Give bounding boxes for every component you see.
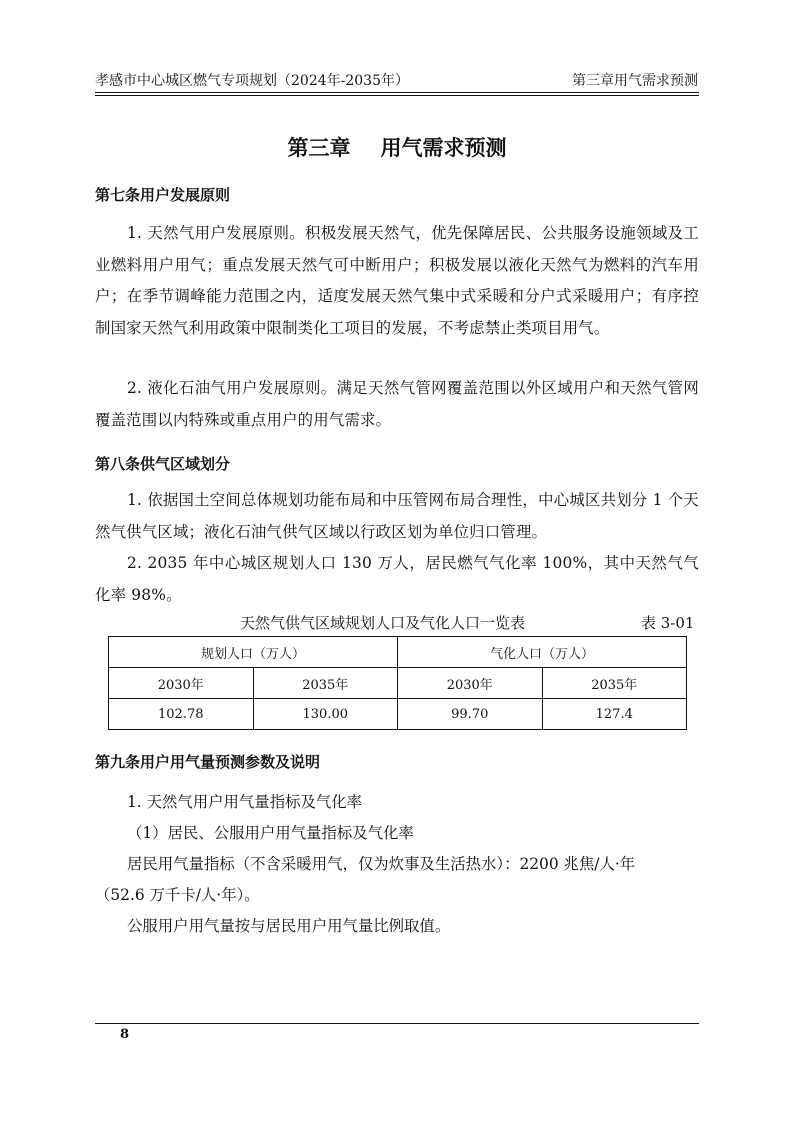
chapter-name: 用气需求预测	[380, 136, 507, 160]
table-header-gasified-population: 气化人口（万人）	[398, 637, 687, 668]
table-header-year: 2035年	[253, 668, 398, 699]
table-cell: 130.00	[253, 699, 398, 730]
header-rule-secondary	[95, 95, 699, 96]
table-row	[109, 699, 687, 730]
table-group-header-row	[109, 637, 687, 668]
article9-item-1-1: （1）居民、公服用户用气量指标及气化率	[127, 824, 414, 842]
document-title: 孝感市中心城区燃气专项规划（2024年-2035年）	[95, 73, 409, 89]
table-header-year: 2030年	[109, 668, 254, 699]
table-year-header-row	[109, 668, 687, 699]
article8-heading: 第八条供气区域划分	[95, 455, 231, 473]
article7-paragraph-2: 2. 液化石油气用户发展原则。满足天然气管网覆盖范围以外区域用户和天然气管网覆盖范围以内特殊或重点用户的用气需求。	[95, 379, 699, 429]
resident-indicator-line-2: （52.6 万千卡/人·年）。	[95, 886, 260, 904]
table-cell: 127.4	[542, 699, 687, 730]
header-rule	[95, 92, 699, 93]
table-number: 表 3-01	[641, 614, 695, 632]
resident-indicator-line-1: 居民用气量指标（不含采暖用气，仅为炊事及生活热水）：2200 兆焦/人·年	[127, 855, 636, 873]
chapter-number: 第三章	[287, 136, 351, 160]
article7-paragraph-1: 1. 天然气用户发展原则。积极发展天然气，优先保障居民、公共服务设施领域及工业燃料用户用气；重点发展天然气可中断用户；积极发展以液化天然气为燃料的汽车用户；在季节调峰能力范围之内，适度发展天然气集中式采暖和分户式采暖用户；有序控制国家天然气利用政策中限制类化工项目的发展，不考虑禁止类项目用气。	[95, 224, 699, 337]
article9-heading: 第九条用户用气量预测参数及说明	[95, 753, 321, 771]
table-cell: 102.78	[109, 699, 254, 730]
public-service-line: 公服用户用气量按与居民用户用气量比例取值。	[127, 917, 451, 935]
chapter-label: 第三章用气需求预测	[572, 73, 698, 89]
article8-paragraph-2: 2. 2035 年中心城区规划人口 130 万人，居民燃气气化率 100%，其中天然气气化率 98%。	[95, 554, 699, 604]
table-header-planned-population: 规划人口（万人）	[109, 637, 398, 668]
article9-item-1: 1. 天然气用户用气量指标及气化率	[127, 793, 363, 811]
population-table	[108, 636, 687, 730]
article7-heading: 第七条用户发展原则	[95, 186, 231, 204]
table-caption: 天然气供气区域规划人口及气化人口一览表	[240, 614, 526, 632]
chapter-title	[0, 132, 794, 162]
table-cell: 99.70	[398, 699, 543, 730]
footer-rule	[95, 1023, 699, 1024]
article8-paragraph-1: 1. 依据国土空间总体规划功能布局和中压管网布局合理性，中心城区共划分 1 个天然气供气区域；液化石油气供气区域以行政区划为单位归口管理。	[95, 491, 699, 541]
page-number: 8	[120, 1027, 130, 1042]
table-header-year: 2030年	[398, 668, 543, 699]
table-header-year: 2035年	[542, 668, 687, 699]
